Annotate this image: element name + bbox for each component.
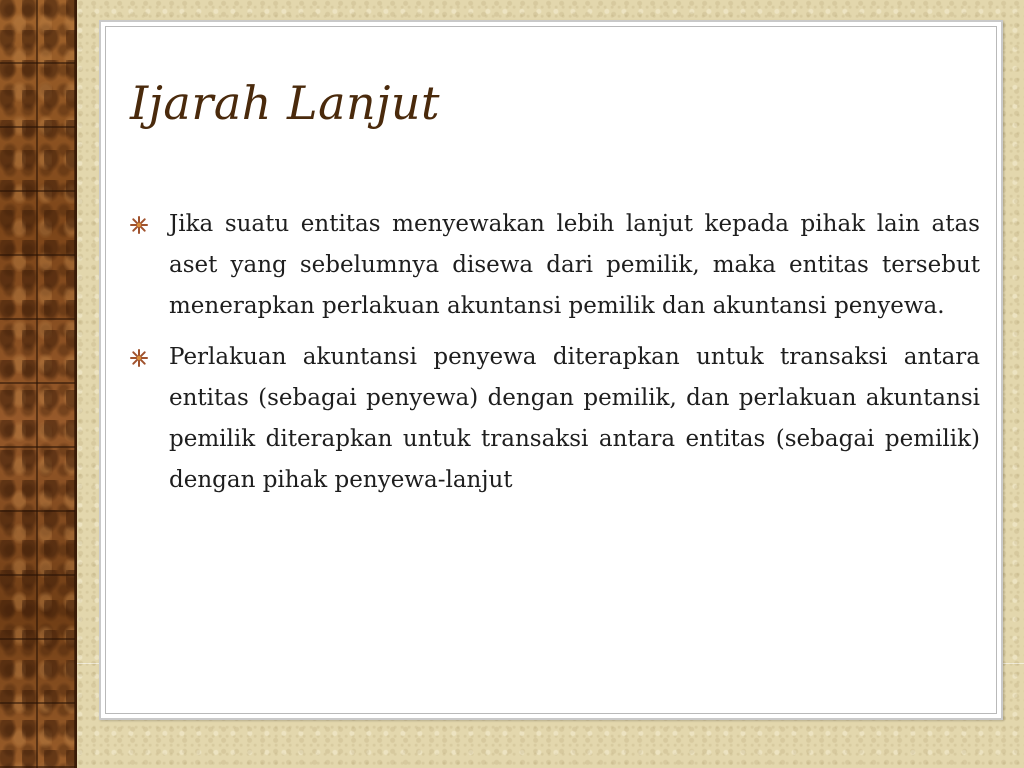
wood-border-strip xyxy=(0,0,77,768)
star-burst-icon xyxy=(130,349,148,367)
bullet-text: Jika suatu entitas menyewakan lebih lanjut kepada pihak lain atas aset yang sebelumnya disewa dari pemilik, maka entitas tersebut menerapkan perlakuan akuntansi pemilik dan akuntansi penyewa. xyxy=(169,211,980,319)
bullet-list xyxy=(127,204,980,511)
slide-title: Ijarah Lanjut xyxy=(130,76,440,130)
bullet-item xyxy=(127,204,980,327)
bullet-item xyxy=(127,337,980,501)
star-burst-icon xyxy=(130,216,148,234)
bullet-text: Perlakuan akuntansi penyewa diterapkan untuk transaksi antara entitas (sebagai penyewa) dengan pemilik, dan perlakuan akuntansi pemilik diterapkan untuk transaksi antara entitas (sebagai pemilik) dengan pihak penyewa-lanjut xyxy=(169,344,980,493)
